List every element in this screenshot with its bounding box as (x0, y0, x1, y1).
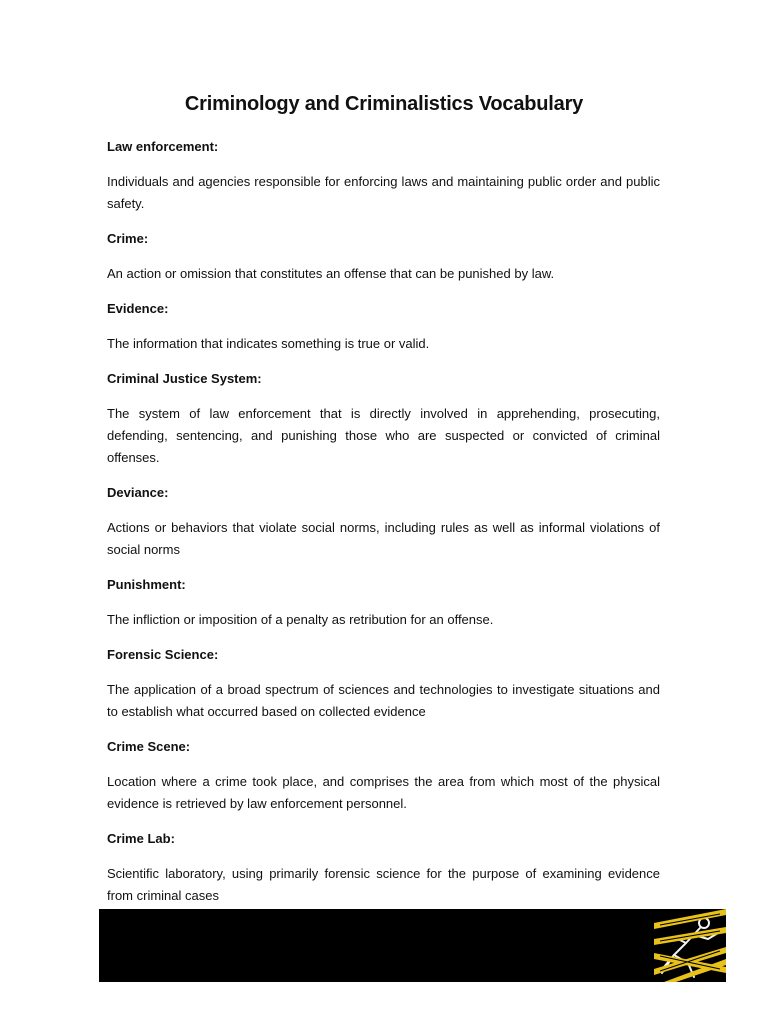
vocabulary-entry (107, 368, 660, 469)
vocabulary-definition: An action or omission that constitutes an offense that can be punished by law. (107, 266, 555, 281)
vocabulary-entry (107, 136, 660, 215)
vocabulary-term: Punishment: (107, 577, 186, 592)
vocabulary-term: Criminal Justice System: (107, 371, 262, 386)
vocabulary-entry (107, 644, 660, 723)
vocabulary-definition: The system of law enforcement that is directly involved in apprehending, prosecuting, defending, sentencing, and punishing those who are suspected or convicted of criminal offenses. (107, 406, 660, 465)
vocabulary-definition: Location where a crime took place, and comprises the area from which most of the physical evidence is retrieved by law enforcement personnel. (107, 774, 660, 811)
crime-scene-tape-icon (654, 909, 726, 982)
vocabulary-entry (107, 482, 660, 561)
vocabulary-definition: Actions or behaviors that violate social norms, including rules as well as informal violations of social norms (107, 520, 660, 557)
page-title: Criminology and Criminalistics Vocabulary (184, 93, 584, 115)
vocabulary-definition: Individuals and agencies responsible for enforcing laws and maintaining public order and public safety. (107, 174, 660, 211)
vocabulary-entry (107, 574, 660, 631)
vocabulary-term: Deviance: (107, 485, 169, 500)
vocabulary-entry (107, 828, 660, 907)
vocabulary-term: Crime: (107, 231, 149, 246)
vocabulary-term: Crime Scene: (107, 739, 191, 754)
vocabulary-definition: The infliction or imposition of a penalty as retribution for an offense. (107, 612, 494, 627)
vocabulary-term: Forensic Science: (107, 647, 219, 662)
vocabulary-term: Law enforcement: (107, 139, 219, 154)
vocabulary-definition: Scientific laboratory, using primarily forensic science for the purpose of examining evidence from criminal cases (107, 866, 660, 903)
vocabulary-entry (107, 228, 660, 285)
vocabulary-definition: The application of a broad spectrum of sciences and technologies to investigate situations and to establish what occurred based on collected evidence (107, 682, 660, 719)
vocabulary-term: Crime Lab: (107, 831, 175, 846)
vocabulary-entry (107, 298, 660, 355)
vocabulary-term: Evidence: (107, 301, 169, 316)
vocabulary-entry (107, 736, 660, 815)
vocabulary-list (107, 136, 660, 920)
vocabulary-definition: The information that indicates something is true or valid. (107, 336, 430, 351)
footer-banner (99, 909, 726, 982)
